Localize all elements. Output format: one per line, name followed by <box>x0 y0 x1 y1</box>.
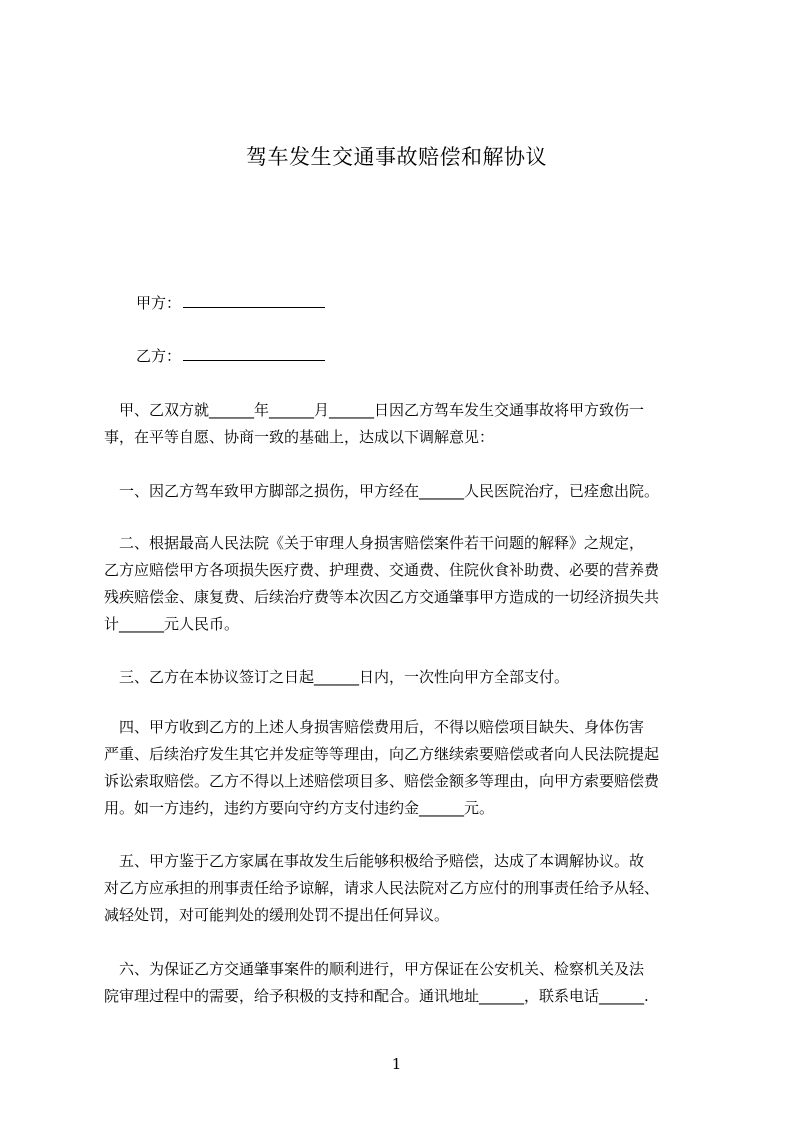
paragraph-line: 对乙方应承担的刑事责任给予谅解，请求人民法院对乙方应付的刑事责任给予从轻、 <box>104 879 660 897</box>
paragraph-line: 三、乙方在本协议签订之日起______日内，一次性向甲方全部支付。 <box>104 668 570 686</box>
party-a-label: 甲方： <box>136 294 182 312</box>
paragraph-line: 事，在平等自愿、协商一致的基础上，达成以下调解意见： <box>104 428 495 446</box>
paragraph-clause-4 <box>104 714 704 822</box>
paragraph-line: 六、为保证乙方交通肇事案件的顺利进行，甲方保证在公安机关、检察机关及法 <box>104 960 645 978</box>
page-number: 1 <box>391 1055 402 1073</box>
party-b-blank-line <box>183 345 325 361</box>
paragraph-line: 残疾赔偿金、康复费、后续治疗费等本次因乙方交通肇事甲方造成的一切经济损失共 <box>104 588 660 606</box>
party-a-field <box>136 292 325 313</box>
paragraph-line: 乙方应赔偿甲方各项损失医疗费、护理费、交通费、住院伙食补助费、必要的营养费 <box>104 561 660 579</box>
paragraph-intro <box>104 397 704 451</box>
party-a-blank-line <box>183 292 325 308</box>
paragraph-line: 甲、乙双方就______年______月______日因乙方驾车发生交通事故将甲方致伤一 <box>104 401 645 419</box>
party-b-field <box>136 345 325 366</box>
paragraph-line: 用。如一方违约，违约方要向守约方支付违约金______元。 <box>104 799 495 817</box>
paragraph-clause-1 <box>104 478 704 505</box>
paragraph-line: 四、甲方收到乙方的上述人身损害赔偿费用后，不得以赔偿项目缺失、身体伤害 <box>104 718 645 736</box>
paragraph-line: 五、甲方鉴于乙方家属在事故发生后能够积极给予赔偿，达成了本调解协议。故 <box>104 852 645 870</box>
paragraph-line: 计______元人民币。 <box>104 615 240 633</box>
paragraph-line: 严重、后续治疗发生其它并发症等等理由，向乙方继续索要赔偿或者向人民法院提起 <box>104 745 660 763</box>
paragraph-clause-5 <box>104 848 704 929</box>
paragraph-clause-6 <box>104 956 704 1010</box>
document-title: 驾车发生交通事故赔偿和解协议 <box>246 145 547 169</box>
paragraph-line: 院审理过程中的需要，给予积极的支持和配合。通讯地址______，联系电话______. <box>104 987 649 1005</box>
paragraph-line: 诉讼索取赔偿。乙方不得以上述赔偿项目多、赔偿金额多等理由，向甲方索要赔偿费 <box>104 772 660 790</box>
paragraph-line: 一、因乙方驾车致甲方脚部之损伤，甲方经在______人民医院治疗，已痊愈出院。 <box>104 482 660 500</box>
paragraph-line: 二、根据最高人民法院《关于审理人身损害赔偿案件若干问题的解释》之规定， <box>104 534 645 552</box>
paragraph-line: 减轻处罚，对可能判处的缓刑处罚不提出任何异议。 <box>104 906 450 924</box>
paragraph-clause-2 <box>104 530 704 638</box>
paragraph-clause-3 <box>104 664 704 691</box>
party-b-label: 乙方： <box>136 347 182 365</box>
